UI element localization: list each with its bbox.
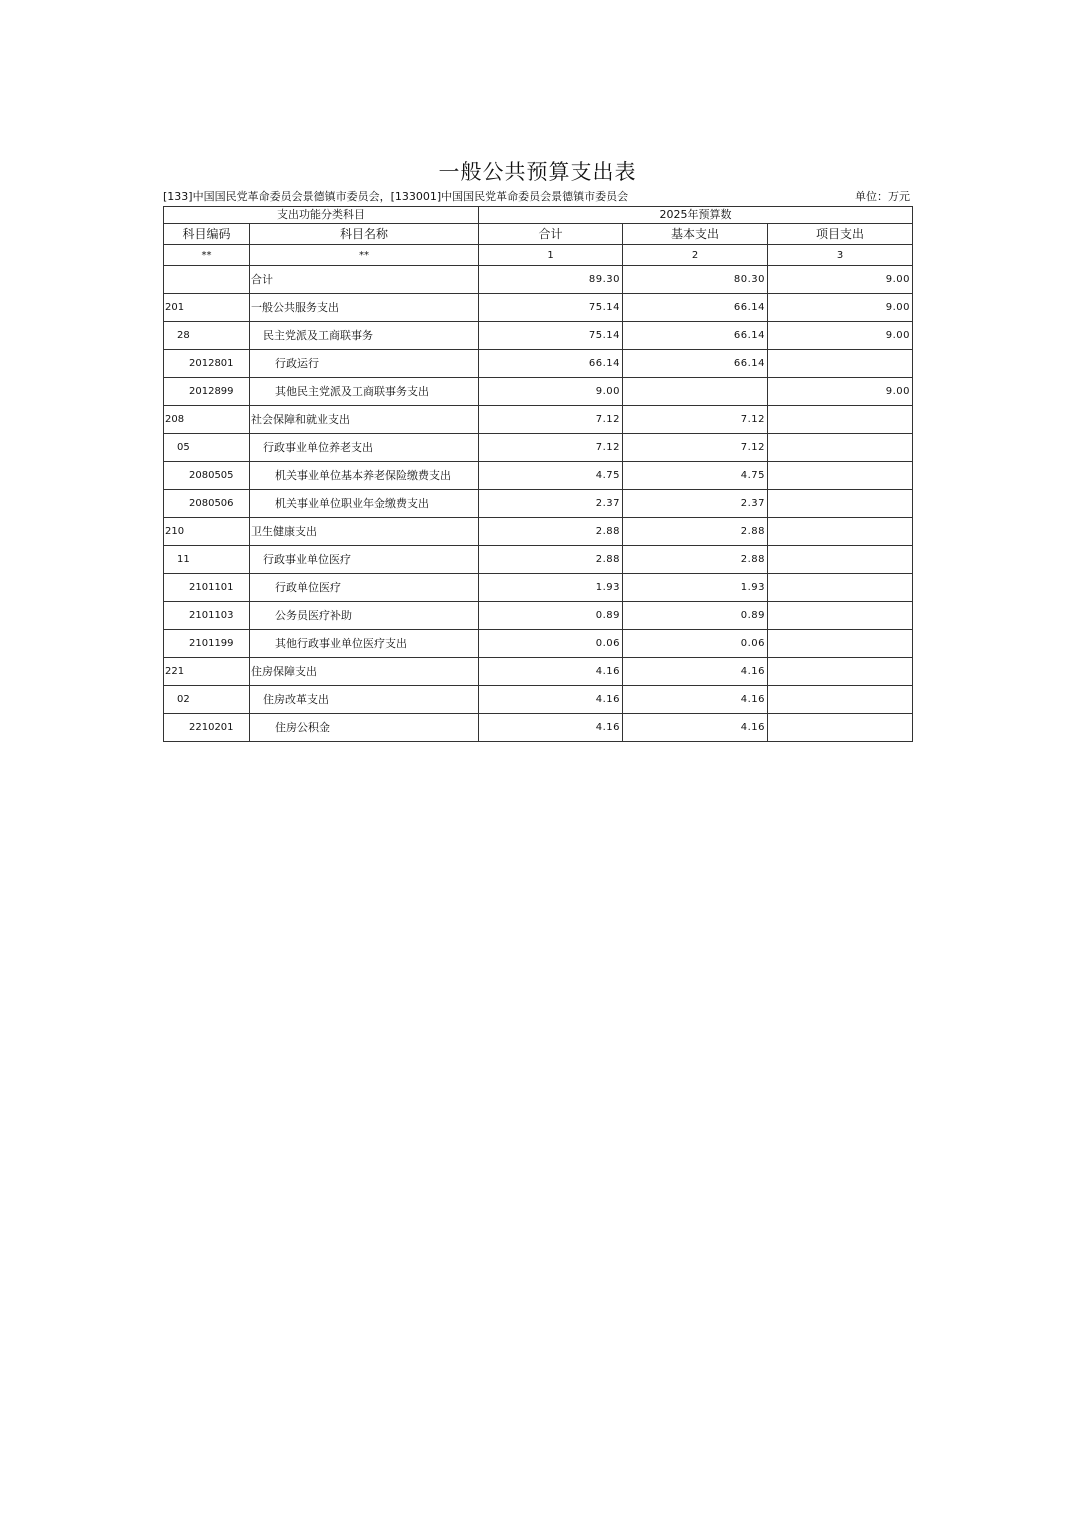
row-total-cell: 0.89 xyxy=(479,602,623,630)
row-basic-cell: 0.89 xyxy=(623,602,768,630)
row-project-cell: 9.00 xyxy=(768,322,913,350)
header-total: 合计 xyxy=(479,224,623,245)
row-name-cell: 行政运行 xyxy=(250,350,479,378)
column-index-cell: 1 xyxy=(479,245,623,266)
row-code-cell xyxy=(164,266,250,294)
table-row xyxy=(164,266,913,294)
table-row xyxy=(164,378,913,406)
row-total-cell: 4.16 xyxy=(479,658,623,686)
table-row xyxy=(164,658,913,686)
table-row xyxy=(164,322,913,350)
row-total-cell: 1.93 xyxy=(479,574,623,602)
row-basic-cell: 80.30 xyxy=(623,266,768,294)
row-basic-cell: 2.37 xyxy=(623,490,768,518)
row-project-cell xyxy=(768,602,913,630)
row-project-cell xyxy=(768,406,913,434)
row-name-cell: 机关事业单位基本养老保险缴费支出 xyxy=(250,462,479,490)
row-code-cell: 2080506 xyxy=(164,490,250,518)
row-total-cell: 0.06 xyxy=(479,630,623,658)
row-code-cell: 02 xyxy=(164,686,250,714)
header-row-columns xyxy=(164,224,913,245)
unit-label: 单位：万元 xyxy=(855,190,910,203)
row-total-cell: 75.14 xyxy=(479,322,623,350)
column-index-cell: ** xyxy=(164,245,250,266)
row-total-cell: 75.14 xyxy=(479,294,623,322)
row-code-cell: 2012801 xyxy=(164,350,250,378)
row-name-cell: 公务员医疗补助 xyxy=(250,602,479,630)
row-project-cell: 9.00 xyxy=(768,294,913,322)
row-project-cell xyxy=(768,658,913,686)
row-basic-cell: 1.93 xyxy=(623,574,768,602)
header-project: 项目支出 xyxy=(768,224,913,245)
row-name-cell: 民主党派及工商联事务 xyxy=(250,322,479,350)
table-row xyxy=(164,518,913,546)
row-name-cell: 卫生健康支出 xyxy=(250,518,479,546)
table-row xyxy=(164,574,913,602)
row-code-cell: 208 xyxy=(164,406,250,434)
column-index-row xyxy=(164,245,913,266)
row-basic-cell: 4.75 xyxy=(623,462,768,490)
row-project-cell xyxy=(768,546,913,574)
row-total-cell: 9.00 xyxy=(479,378,623,406)
row-project-cell xyxy=(768,490,913,518)
table-row xyxy=(164,490,913,518)
row-code-cell: 2210201 xyxy=(164,714,250,742)
row-code-cell: 201 xyxy=(164,294,250,322)
subheader-line xyxy=(163,189,912,205)
table-row xyxy=(164,350,913,378)
row-basic-cell: 7.12 xyxy=(623,434,768,462)
row-project-cell xyxy=(768,434,913,462)
row-project-cell: 9.00 xyxy=(768,266,913,294)
row-code-cell: 2101101 xyxy=(164,574,250,602)
row-project-cell xyxy=(768,714,913,742)
row-name-cell: 住房改革支出 xyxy=(250,686,479,714)
table-row xyxy=(164,294,913,322)
column-index-cell: ** xyxy=(250,245,479,266)
row-basic-cell: 2.88 xyxy=(623,518,768,546)
row-total-cell: 4.16 xyxy=(479,686,623,714)
row-code-cell: 11 xyxy=(164,546,250,574)
row-project-cell xyxy=(768,518,913,546)
header-row-group xyxy=(164,207,913,224)
row-total-cell: 2.37 xyxy=(479,490,623,518)
row-total-cell: 7.12 xyxy=(479,406,623,434)
row-name-cell: 机关事业单位职业年金缴费支出 xyxy=(250,490,479,518)
row-name-cell: 住房公积金 xyxy=(250,714,479,742)
page-title: 一般公共预算支出表 xyxy=(438,160,637,184)
row-project-cell xyxy=(768,462,913,490)
row-basic-cell: 66.14 xyxy=(623,322,768,350)
row-name-cell: 行政事业单位医疗 xyxy=(250,546,479,574)
row-name-cell: 社会保障和就业支出 xyxy=(250,406,479,434)
row-code-cell: 28 xyxy=(164,322,250,350)
table-row xyxy=(164,686,913,714)
row-basic-cell: 4.16 xyxy=(623,658,768,686)
row-basic-cell: 4.16 xyxy=(623,714,768,742)
header-group-classification: 支出功能分类科目 xyxy=(164,207,479,224)
row-code-cell: 05 xyxy=(164,434,250,462)
row-code-cell: 2080505 xyxy=(164,462,250,490)
row-total-cell: 2.88 xyxy=(479,518,623,546)
table-row xyxy=(164,462,913,490)
table-row xyxy=(164,406,913,434)
row-basic-cell: 7.12 xyxy=(623,406,768,434)
table-row xyxy=(164,630,913,658)
row-name-cell: 其他行政事业单位医疗支出 xyxy=(250,630,479,658)
table-body xyxy=(164,266,913,742)
row-basic-cell: 66.14 xyxy=(623,294,768,322)
row-code-cell: 2101103 xyxy=(164,602,250,630)
row-basic-cell: 0.06 xyxy=(623,630,768,658)
row-project-cell xyxy=(768,686,913,714)
header-code: 科目编码 xyxy=(164,224,250,245)
column-index-cell: 2 xyxy=(623,245,768,266)
budget-table xyxy=(163,206,913,742)
row-basic-cell: 66.14 xyxy=(623,350,768,378)
row-total-cell: 66.14 xyxy=(479,350,623,378)
row-name-cell: 合计 xyxy=(250,266,479,294)
table-row xyxy=(164,602,913,630)
row-code-cell: 2012899 xyxy=(164,378,250,406)
table-row xyxy=(164,546,913,574)
row-project-cell: 9.00 xyxy=(768,378,913,406)
row-code-cell: 210 xyxy=(164,518,250,546)
row-name-cell: 行政单位医疗 xyxy=(250,574,479,602)
organization-label: [133]中国国民党革命委员会景德镇市委员会，[133001]中国国民党革命委员会景德镇市委员会 xyxy=(163,190,629,203)
row-total-cell: 2.88 xyxy=(479,546,623,574)
row-total-cell: 4.16 xyxy=(479,714,623,742)
row-name-cell: 一般公共服务支出 xyxy=(250,294,479,322)
row-code-cell: 2101199 xyxy=(164,630,250,658)
header-basic: 基本支出 xyxy=(623,224,768,245)
row-project-cell xyxy=(768,574,913,602)
row-name-cell: 其他民主党派及工商联事务支出 xyxy=(250,378,479,406)
row-total-cell: 7.12 xyxy=(479,434,623,462)
table-row xyxy=(164,434,913,462)
row-project-cell xyxy=(768,350,913,378)
row-total-cell: 89.30 xyxy=(479,266,623,294)
row-basic-cell: 2.88 xyxy=(623,546,768,574)
header-name: 科目名称 xyxy=(250,224,479,245)
row-project-cell xyxy=(768,630,913,658)
row-name-cell: 住房保障支出 xyxy=(250,658,479,686)
row-basic-cell xyxy=(623,378,768,406)
column-index-cell: 3 xyxy=(768,245,913,266)
row-total-cell: 4.75 xyxy=(479,462,623,490)
row-code-cell: 221 xyxy=(164,658,250,686)
row-name-cell: 行政事业单位养老支出 xyxy=(250,434,479,462)
header-group-budget: 2025年预算数 xyxy=(479,207,913,224)
row-basic-cell: 4.16 xyxy=(623,686,768,714)
table-row xyxy=(164,714,913,742)
